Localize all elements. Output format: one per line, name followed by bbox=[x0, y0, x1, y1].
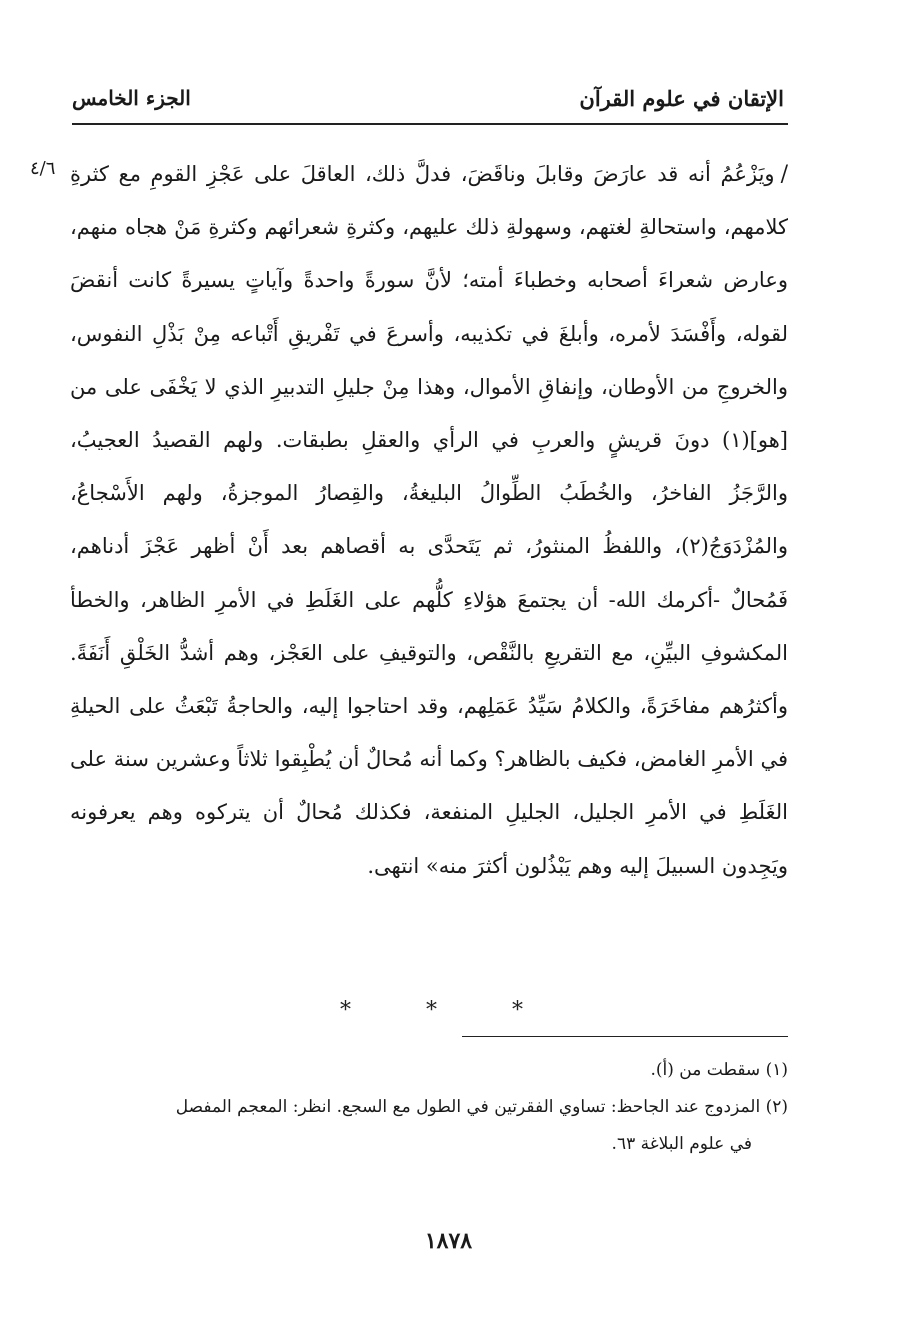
footnote-2: (٢) المزدوج عند الجاحظ: تساوي الفقرتين في الطول مع السجع. انظر: المعجم المفصل bbox=[175, 1097, 788, 1117]
part-title: الجزء الخامس bbox=[72, 86, 191, 110]
page-break-slash: / bbox=[780, 162, 788, 187]
main-paragraph bbox=[70, 148, 788, 893]
footnote-2-continued: في علوم البلاغة ٦٣. bbox=[611, 1134, 752, 1154]
page-number: ١٨٧٨ bbox=[424, 1228, 473, 1254]
footnote-divider bbox=[462, 1036, 788, 1037]
section-separator: * * * bbox=[340, 998, 557, 1023]
book-title: الإتقان في علوم القرآن bbox=[579, 85, 784, 111]
paragraph-text: ويَزْعُمُ أنه قد عارَضَ وقابلَ وناقَضَ، فدلَّ ذلك، العاقلَ على عَجْزِ القومِ مع كثرةِ كلامهم، واستحالةِ لغتهم، وسهولةِ ذلك عليهم، وكثرةِ شعرائهم وكثرةِ مَنْ هجاه منهم، وعارض شعراءَ أصحابه وخطباءَ أمته؛ لأنَّ سورةً واحدةً وآياتٍ يسيرةً كانت أنقضَ لقوله، وأَفْسَدَ لأمره، وأبلغَ في تكذيبه، وأسرعَ في تَفْريقِ أَتْباعه مِنْ بَذْلِ النفوس، والخروجِ من الأوطان، وإنفاقِ الأموال، وهذا مِنْ جليلِ التدبيرِ الذي لا يَخْفَى على من [هو](١) دونَ قريشٍ والعربِ في الرأي والعقلِ بطبقات. ولهم القصيدُ العجيبُ، والرَّجَزُ الفاخرُ، والخُطَبُ الطِّوالُ البليغةُ، والقِصارُ الموجزةُ، ولهم الأَسْجاعُ، والمُزْدَوَجُ(٢)، واللفظُ المنثورُ، ثم يَتَحدَّى به أقصاهم بعد أَنْ أظهر عَجْزَ أدناهم، فَمُحالٌ -أكرمك الله- أن يجتمعَ هؤلاءِ كلُّهم على الغَلَطِ في الأمرِ الظاهر، والخطأ المكشوفِ البيِّنِ، مع التقريعِ بالنَّقْص، والتوقيفِ على العَجْز، وهم أشدُّ الخَلْقِ أَنَفَةً. وأكثرُهم مفاخَرَةً، والكلامُ سَيِّدُ عَمَلِهم، وقد احتاجوا إليه، والحاجةُ تَبْعَثُ على الحيلةِ في الأمرِ الغامض، فكيف بالظاهر؟ وكما أنه مُحالٌ أن يُطْبِقوا ثلاثاً وعشرين سنة على الغَلَطِ في الأمرِ الجليل، الجليلِ المنفعة، فكذلك مُحالٌ أن يتركوه وهم يعرفونه ويَجِدون السبيلَ إليه وهم يَبْذُلون أكثرَ منه» انتهى. bbox=[70, 162, 788, 878]
running-header bbox=[72, 78, 784, 118]
header-divider bbox=[72, 123, 788, 125]
margin-page-reference: ٤/٦ bbox=[30, 158, 56, 179]
main-text bbox=[70, 148, 788, 893]
footnote-1: (١) سقطت من (أ). bbox=[650, 1060, 788, 1080]
footnotes bbox=[74, 1052, 788, 1163]
